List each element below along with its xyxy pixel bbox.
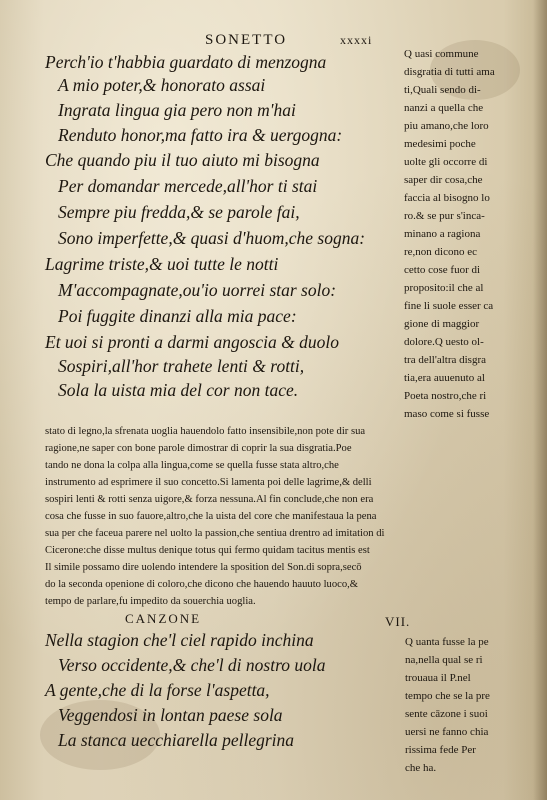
- commentary-line: stato di legno,la sfrenata uoglia hauendolo fatto insensibile,non pote dir sua: [45, 426, 366, 437]
- commentary-line: Il simile possamo dire uolendo intendere la sposition del Son.di sopra,secō: [45, 562, 362, 573]
- commentary-line: cetto cose fuor di: [404, 264, 481, 276]
- commentary-line: minano a ragiona: [404, 228, 481, 240]
- commentary-line: dolore.Q uesto ol-: [404, 336, 484, 348]
- canzone-line: A gente,che di la forse l'aspetta,: [45, 680, 270, 700]
- sonnet-line: Perch'io t'habbia guardato di menzogna: [45, 52, 327, 72]
- sonnet-line: Sola la uista mia del cor non tace.: [58, 380, 299, 400]
- page-gutter-shadow: [533, 0, 547, 800]
- canzone-line: Veggendosi in lontan paese sola: [58, 705, 283, 725]
- sonnet-line: Per domandar mercede,all'hor ti stai: [58, 176, 318, 196]
- canzone-line: Nella stagion che'l ciel rapido inchina: [45, 630, 314, 650]
- commentary-line: Q uasi commune: [404, 48, 479, 60]
- sonnet-line: M'accompagnate,ou'io uorrei star solo:: [58, 280, 337, 300]
- sonnet-line: A mio poter,& honorato assai: [58, 75, 266, 95]
- sonnet-line: Lagrime triste,& uoi tutte le notti: [45, 254, 279, 274]
- commentary-line: ro.& se pur s'inca-: [404, 210, 485, 222]
- commentary-line: medesimi poche: [404, 138, 476, 150]
- sonnet-line: Sospiri,all'hor trahete lenti & rotti,: [58, 356, 305, 376]
- commentary-line: ti,Quali sendo di-: [404, 84, 481, 96]
- running-head: SONETTO: [205, 32, 288, 48]
- commentary-line: ragione,ne saper con bone parole dimostrar di coprir la sua disgratia.Poe: [45, 443, 352, 454]
- canzone-line: La stanca uecchiarella pellegrina: [58, 730, 295, 750]
- commentary-line: maso come si fusse: [404, 408, 490, 420]
- commentary-line: uersi ne fanno chia: [405, 726, 489, 738]
- commentary-line: piu amano,che loro: [404, 120, 489, 132]
- commentary-line: do la seconda openione di coloro,che dicono che hauendo hauuto luoco,&: [45, 579, 359, 590]
- commentary-line: Q uanta fusse la pe: [405, 636, 489, 648]
- commentary-line: proposito:il che al: [404, 282, 484, 294]
- commentary-line: re,non dicono ec: [404, 246, 477, 258]
- commentary-line: che ha.: [405, 762, 437, 774]
- commentary-line: saper dir cosa,che: [404, 174, 483, 186]
- folio-number: xxxxi: [340, 33, 373, 47]
- sonnet-line: Renduto honor,ma fatto ira & uergogna:: [58, 125, 343, 145]
- canzone-number: VII.: [385, 614, 411, 629]
- commentary-line: sospiri lenti & rotti senza uigore,& forza nessuna.Al fin conclude,che non era: [45, 494, 374, 505]
- commentary-line: disgratia di tutti ama: [404, 66, 495, 78]
- sonnet-line: Sempre piu fredda,& se parole fai,: [58, 202, 300, 222]
- commentary-line: Cicerone:che disse multus denique totus qui fermo quidam tacitus mentis est: [45, 545, 370, 556]
- commentary-line: faccia al bisogno lo: [404, 192, 490, 204]
- commentary-line: cosa che fusse in suo fauore,altro,che la uista del core che manifestaua la pena: [45, 511, 377, 522]
- commentary-line: instrumento ad esprimere il suo concetto.Si lamenta poi delle lagrime,& delli: [45, 477, 372, 488]
- commentary-line: gione di maggior: [404, 318, 480, 330]
- sonnet-line: Et uoi si pronti a darmi angoscia & duolo: [45, 332, 339, 352]
- commentary-line: trouaua il P.nel: [405, 672, 471, 684]
- commentary-line: sente cāzone i suoi: [405, 708, 488, 720]
- sonnet-line: Poi fuggite dinanzi alla mia pace:: [58, 306, 297, 326]
- canzone-heading: CANZONE: [125, 611, 202, 626]
- sonnet-line: Sono imperfette,& quasi d'huom,che sogna:: [58, 228, 366, 248]
- canzone-line: Verso occidente,& che'l di nostro uola: [58, 655, 326, 675]
- commentary-line: tando ne dona la colpa alla lingua,come se quella fusse stata altro,che: [45, 460, 339, 471]
- commentary-line: Poeta nostro,che ri: [404, 390, 487, 402]
- commentary-line: nanzi a quella che: [404, 102, 484, 114]
- commentary-line: uolte gli occorre di: [404, 156, 488, 168]
- commentary-line: rissima fede Per: [405, 744, 476, 756]
- sonnet-line: Ingrata lingua gia pero non m'hai: [58, 100, 296, 120]
- commentary-line: tra dell'altra disgra: [404, 354, 487, 366]
- commentary-line: tempo de parlare,fu impedito da souerchia uoglia.: [45, 596, 256, 607]
- commentary-line: tempo che se la pre: [405, 690, 490, 702]
- sonnet-line: Che quando piu il tuo aiuto mi bisogna: [45, 150, 320, 170]
- commentary-line: sua per che faceua parere nel uolto la passion,che sentiua drentro ad imitation di: [45, 528, 385, 539]
- commentary-line: tia,era auuenuto al: [404, 372, 485, 384]
- commentary-line: fine li suole esser ca: [404, 300, 494, 312]
- commentary-line: na,nella qual se ri: [405, 654, 483, 666]
